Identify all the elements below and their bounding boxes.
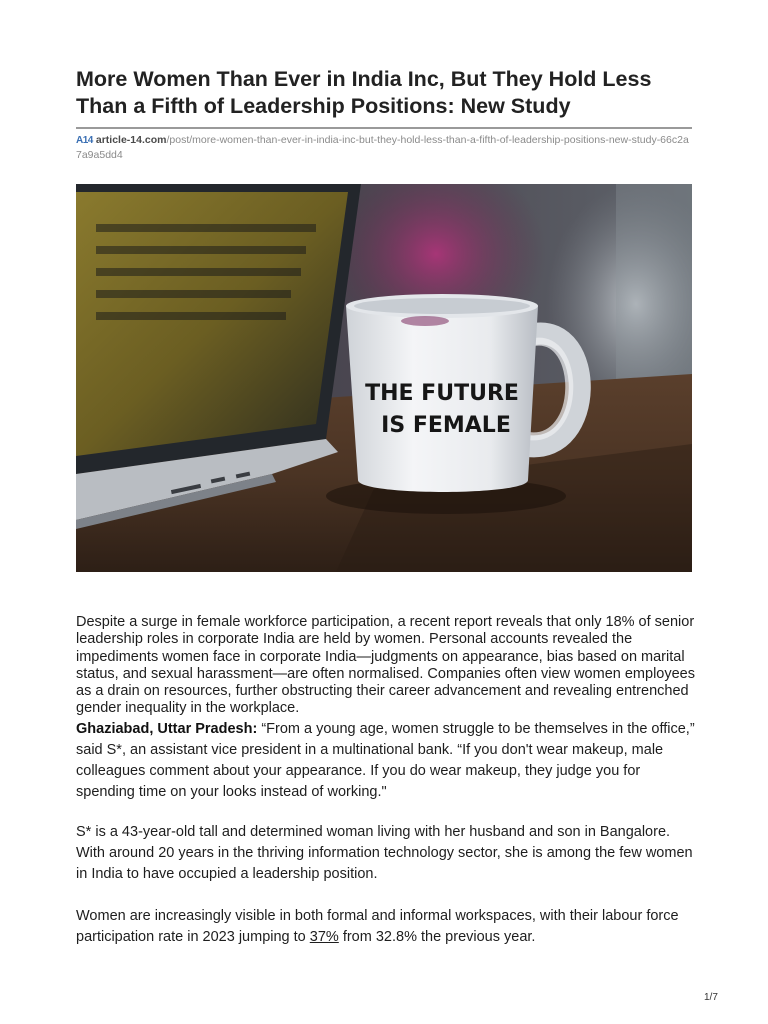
page-title: More Women Than Ever in India Inc, But They Hold Less Than a Fifth of Leadership Positions: New Study: [76, 67, 652, 118]
mug-text-line1: THE FUTURE: [365, 381, 519, 406]
labour-paragraph: [76, 906, 696, 948]
source-domain[interactable]: article-14.com: [95, 134, 167, 146]
labour-text-after: from 32.8% the previous year.: [338, 929, 536, 945]
dateline: Ghaziabad, Uttar Pradesh:: [76, 721, 258, 737]
profile-paragraph: S* is a 43-year-old tall and determined woman living with her husband and son in Bangalore. With around 20 years in the thriving information technology sector, she is among the few women in India to have occupied a leadership position.: [76, 824, 693, 882]
mug-photo: [76, 184, 692, 572]
labour-text-before: Women are increasingly visible in both formal and informal workspaces, with their labour force participation rate in 2023 jumping to: [76, 908, 679, 945]
mug-text-line2: IS FEMALE: [381, 413, 511, 438]
source-path[interactable]: /post/more-women-than-ever-in-india-inc-but-they-hold-less-than-a-fifth-of-leadership-positions-new-study-66c2a7a9a5dd4: [76, 134, 689, 161]
source-url[interactable]: [76, 133, 694, 162]
quote-text: “From a young age, women struggle to be themselves in the office,” said S*, an assistant vice president in a multinational bank. “If you don't wear makeup, male colleagues comment about your appearance. If you do wear makeup, they judge you for spending time on your looks instead of working.": [76, 721, 695, 800]
article-summary: Despite a surge in female workforce participation, a recent report reveals that only 18% of senior leadership roles in corporate India are held by women. Personal accounts revealed the impediments women face in corporate India—judgments on appearance, bias based on marital status, and sexual harassment—are often normalised. Companies often view women employees as a drain on resources, further obstructing their career advancement and revealing entrenched gender inequality in the workplace.: [76, 614, 695, 717]
hero-image: [76, 184, 692, 572]
article-14-logo-icon: A14: [76, 135, 93, 146]
article-quote-paragraph: [76, 719, 696, 803]
participation-rate-link[interactable]: 37%: [309, 929, 339, 945]
page-indicator: 1/7: [704, 992, 718, 1003]
title-divider: [76, 127, 692, 129]
